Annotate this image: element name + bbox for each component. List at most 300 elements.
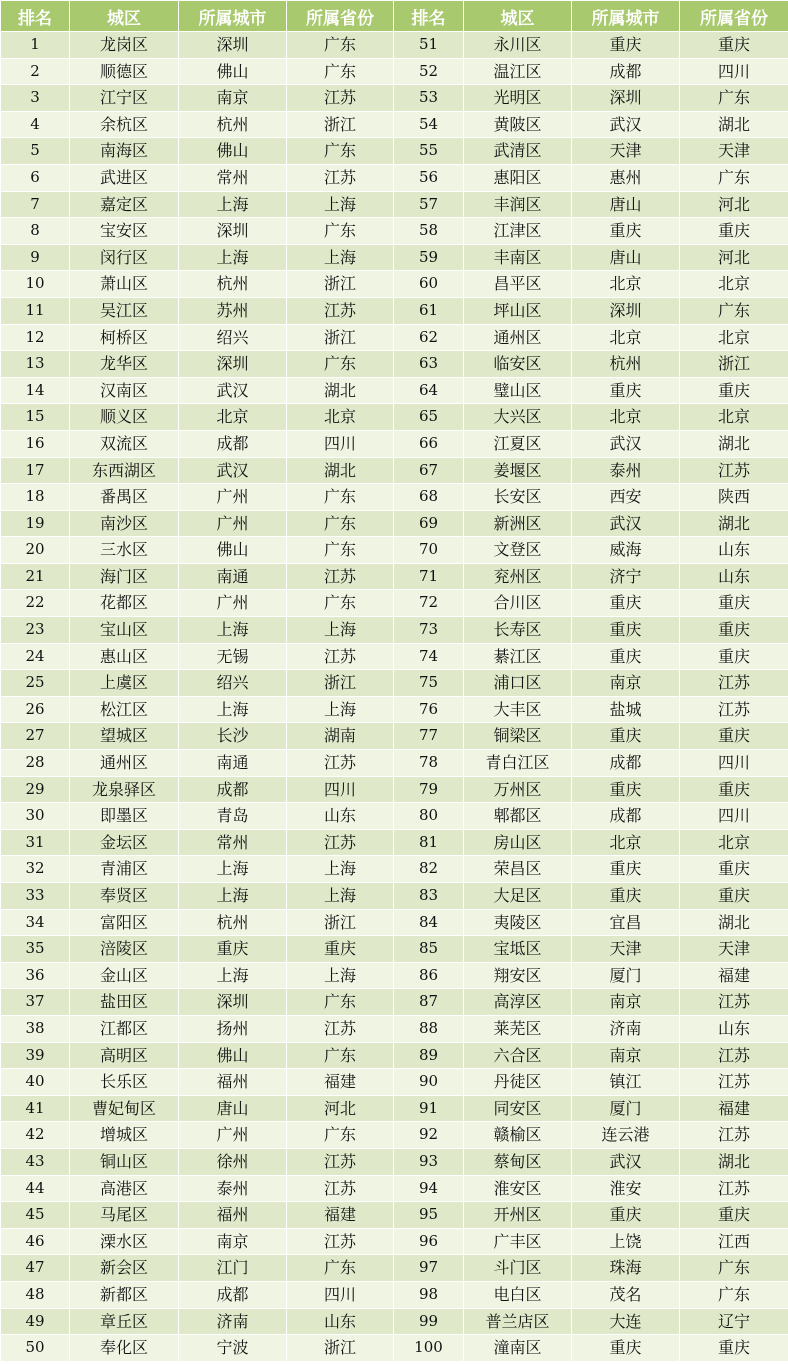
province-cell: 重庆 [680, 856, 788, 883]
district-cell: 普兰店区 [464, 1308, 572, 1335]
rank-cell: 62 [394, 324, 464, 351]
city-cell: 杭州 [572, 351, 680, 378]
city-cell: 北京 [572, 324, 680, 351]
district-cell: 新洲区 [464, 510, 572, 537]
district-cell: 惠阳区 [464, 164, 572, 191]
province-cell: 上海 [287, 962, 394, 989]
city-cell: 常州 [179, 164, 287, 191]
city-cell: 茂名 [572, 1281, 680, 1308]
city-cell: 上海 [179, 696, 287, 723]
city-cell: 重庆 [179, 936, 287, 963]
rank-cell: 39 [1, 1042, 70, 1069]
rank-cell: 88 [394, 1015, 464, 1042]
table-body [1, 32, 788, 1362]
province-cell: 四川 [287, 1281, 394, 1308]
city-cell: 上海 [179, 883, 287, 910]
district-cell: 武进区 [70, 164, 179, 191]
province-cell: 江苏 [680, 696, 788, 723]
table-row [1, 58, 788, 85]
rank-cell: 83 [394, 883, 464, 910]
district-cell: 永川区 [464, 32, 572, 59]
rank-cell: 4 [1, 111, 70, 138]
district-cell: 电白区 [464, 1281, 572, 1308]
city-cell: 苏州 [179, 297, 287, 324]
district-cell: 开州区 [464, 1202, 572, 1229]
province-cell: 广东 [680, 1281, 788, 1308]
district-cell: 龙华区 [70, 351, 179, 378]
district-cell: 高明区 [70, 1042, 179, 1069]
city-cell: 深圳 [572, 297, 680, 324]
city-cell: 南京 [179, 85, 287, 112]
province-cell: 浙江 [680, 351, 788, 378]
district-cell: 番禺区 [70, 484, 179, 511]
province-cell: 江苏 [287, 1148, 394, 1175]
province-cell: 湖北 [680, 430, 788, 457]
city-cell: 徐州 [179, 1148, 287, 1175]
city-cell: 重庆 [572, 856, 680, 883]
district-cell: 夷陵区 [464, 909, 572, 936]
rank-cell: 37 [1, 989, 70, 1016]
rank-cell: 7 [1, 191, 70, 218]
city-cell: 厦门 [572, 962, 680, 989]
city-cell: 佛山 [179, 1042, 287, 1069]
table-row [1, 430, 788, 457]
district-cell: 丰润区 [464, 191, 572, 218]
province-cell: 河北 [680, 191, 788, 218]
city-cell: 唐山 [179, 1095, 287, 1122]
district-cell: 马尾区 [70, 1202, 179, 1229]
table-row [1, 457, 788, 484]
table-row [1, 962, 788, 989]
province-cell: 湖北 [680, 909, 788, 936]
province-cell: 浙江 [287, 1335, 394, 1362]
header-district-2: 城区 [464, 1, 572, 32]
rank-cell: 53 [394, 85, 464, 112]
header-city: 所属城市 [179, 1, 287, 32]
province-cell: 广东 [287, 32, 394, 59]
district-cell: 合川区 [464, 590, 572, 617]
rank-cell: 3 [1, 85, 70, 112]
table-row [1, 85, 788, 112]
header-rank-2: 排名 [394, 1, 464, 32]
table-row [1, 404, 788, 431]
district-cell: 曹妃甸区 [70, 1095, 179, 1122]
city-cell: 重庆 [572, 377, 680, 404]
city-cell: 上海 [179, 244, 287, 271]
district-cell: 蔡甸区 [464, 1148, 572, 1175]
district-cell: 双流区 [70, 430, 179, 457]
city-cell: 成都 [572, 58, 680, 85]
district-cell: 上虞区 [70, 670, 179, 697]
rank-cell: 96 [394, 1228, 464, 1255]
table-row [1, 1042, 788, 1069]
district-cell: 奉化区 [70, 1335, 179, 1362]
rank-cell: 45 [1, 1202, 70, 1229]
rank-cell: 25 [1, 670, 70, 697]
city-cell: 深圳 [179, 989, 287, 1016]
district-cell: 东西湖区 [70, 457, 179, 484]
rank-cell: 20 [1, 537, 70, 564]
rank-cell: 98 [394, 1281, 464, 1308]
city-cell: 成都 [572, 803, 680, 830]
city-cell: 重庆 [572, 723, 680, 750]
province-cell: 福建 [287, 1069, 394, 1096]
city-cell: 广州 [179, 510, 287, 537]
province-cell: 湖南 [287, 723, 394, 750]
province-cell: 江苏 [680, 1122, 788, 1149]
district-cell: 同安区 [464, 1095, 572, 1122]
rank-cell: 31 [1, 829, 70, 856]
city-cell: 扬州 [179, 1015, 287, 1042]
rank-cell: 51 [394, 32, 464, 59]
city-cell: 佛山 [179, 138, 287, 165]
city-cell: 天津 [572, 936, 680, 963]
district-cell: 温江区 [464, 58, 572, 85]
district-cell: 铜山区 [70, 1148, 179, 1175]
city-cell: 连云港 [572, 1122, 680, 1149]
district-cell: 江津区 [464, 218, 572, 245]
city-cell: 北京 [572, 829, 680, 856]
district-cell: 汉南区 [70, 377, 179, 404]
province-cell: 江苏 [287, 829, 394, 856]
city-cell: 杭州 [179, 909, 287, 936]
rank-cell: 26 [1, 696, 70, 723]
district-cell: 万州区 [464, 776, 572, 803]
city-cell: 重庆 [572, 1335, 680, 1362]
rank-cell: 48 [1, 1281, 70, 1308]
table-row [1, 164, 788, 191]
district-cell: 翔安区 [464, 962, 572, 989]
city-cell: 常州 [179, 829, 287, 856]
rank-cell: 65 [394, 404, 464, 431]
rank-cell: 15 [1, 404, 70, 431]
city-cell: 佛山 [179, 58, 287, 85]
province-cell: 上海 [287, 617, 394, 644]
district-cell: 南沙区 [70, 510, 179, 537]
province-cell: 上海 [287, 191, 394, 218]
rank-cell: 77 [394, 723, 464, 750]
province-cell: 江苏 [680, 1042, 788, 1069]
city-cell: 重庆 [572, 883, 680, 910]
district-cell: 宝山区 [70, 617, 179, 644]
table-row [1, 723, 788, 750]
rank-cell: 9 [1, 244, 70, 271]
table-row [1, 750, 788, 777]
province-cell: 重庆 [680, 643, 788, 670]
city-cell: 盐城 [572, 696, 680, 723]
province-cell: 江苏 [680, 1069, 788, 1096]
city-cell: 重庆 [572, 1202, 680, 1229]
province-cell: 天津 [680, 936, 788, 963]
province-cell: 上海 [287, 856, 394, 883]
province-cell: 山东 [680, 1015, 788, 1042]
city-cell: 北京 [179, 404, 287, 431]
city-cell: 南京 [572, 1042, 680, 1069]
table-row [1, 484, 788, 511]
city-cell: 宜昌 [572, 909, 680, 936]
rank-cell: 30 [1, 803, 70, 830]
province-cell: 天津 [680, 138, 788, 165]
city-cell: 成都 [179, 1281, 287, 1308]
province-cell: 四川 [287, 430, 394, 457]
district-cell: 荣昌区 [464, 856, 572, 883]
table-row [1, 138, 788, 165]
rank-cell: 85 [394, 936, 464, 963]
province-cell: 重庆 [680, 32, 788, 59]
rank-cell: 82 [394, 856, 464, 883]
district-cell: 高淳区 [464, 989, 572, 1016]
province-cell: 广东 [287, 138, 394, 165]
city-cell: 西安 [572, 484, 680, 511]
rank-cell: 86 [394, 962, 464, 989]
city-cell: 北京 [572, 271, 680, 298]
province-cell: 广东 [287, 510, 394, 537]
city-cell: 广州 [179, 484, 287, 511]
rank-cell: 8 [1, 218, 70, 245]
table-row [1, 617, 788, 644]
city-cell: 南通 [179, 750, 287, 777]
city-cell: 宁波 [179, 1335, 287, 1362]
city-cell: 杭州 [179, 271, 287, 298]
district-cell: 璧山区 [464, 377, 572, 404]
district-cell: 大兴区 [464, 404, 572, 431]
rank-cell: 36 [1, 962, 70, 989]
rank-cell: 72 [394, 590, 464, 617]
district-cell: 潼南区 [464, 1335, 572, 1362]
rank-cell: 46 [1, 1228, 70, 1255]
district-cell: 黄陂区 [464, 111, 572, 138]
rank-cell: 6 [1, 164, 70, 191]
district-cell: 丹徒区 [464, 1069, 572, 1096]
district-cell: 望城区 [70, 723, 179, 750]
district-cell: 三水区 [70, 537, 179, 564]
rank-cell: 24 [1, 643, 70, 670]
table-row [1, 510, 788, 537]
district-cell: 赣榆区 [464, 1122, 572, 1149]
city-cell: 深圳 [179, 32, 287, 59]
province-cell: 江苏 [287, 297, 394, 324]
district-cell: 浦口区 [464, 670, 572, 697]
district-cell: 通州区 [70, 750, 179, 777]
city-cell: 济宁 [572, 563, 680, 590]
province-cell: 重庆 [680, 723, 788, 750]
province-cell: 湖北 [287, 457, 394, 484]
table-row [1, 111, 788, 138]
table-row [1, 218, 788, 245]
province-cell: 江苏 [680, 1175, 788, 1202]
province-cell: 山东 [680, 537, 788, 564]
rank-cell: 84 [394, 909, 464, 936]
province-cell: 江西 [680, 1228, 788, 1255]
header-province: 所属省份 [287, 1, 394, 32]
city-cell: 上海 [179, 962, 287, 989]
city-cell: 武汉 [572, 510, 680, 537]
district-cell: 坪山区 [464, 297, 572, 324]
rank-cell: 79 [394, 776, 464, 803]
district-cell: 兖州区 [464, 563, 572, 590]
district-cell: 顺德区 [70, 58, 179, 85]
table-row [1, 696, 788, 723]
province-cell: 福建 [680, 1095, 788, 1122]
province-cell: 广东 [680, 297, 788, 324]
rank-cell: 74 [394, 643, 464, 670]
header-province-2: 所属省份 [680, 1, 788, 32]
province-cell: 四川 [680, 803, 788, 830]
rank-cell: 87 [394, 989, 464, 1016]
rank-cell: 69 [394, 510, 464, 537]
province-cell: 湖北 [680, 1148, 788, 1175]
district-cell: 余杭区 [70, 111, 179, 138]
district-cell: 盐田区 [70, 989, 179, 1016]
province-cell: 浙江 [287, 909, 394, 936]
province-cell: 福建 [680, 962, 788, 989]
rank-cell: 93 [394, 1148, 464, 1175]
city-cell: 重庆 [572, 643, 680, 670]
province-cell: 浙江 [287, 111, 394, 138]
city-cell: 绍兴 [179, 670, 287, 697]
city-cell: 南京 [572, 989, 680, 1016]
rank-cell: 81 [394, 829, 464, 856]
table-row [1, 377, 788, 404]
rank-cell: 23 [1, 617, 70, 644]
rank-cell: 60 [394, 271, 464, 298]
province-cell: 辽宁 [680, 1308, 788, 1335]
province-cell: 广东 [680, 164, 788, 191]
district-cell: 惠山区 [70, 643, 179, 670]
rank-cell: 55 [394, 138, 464, 165]
table-row [1, 1122, 788, 1149]
province-cell: 江苏 [287, 750, 394, 777]
table-row [1, 803, 788, 830]
rank-cell: 32 [1, 856, 70, 883]
rank-cell: 68 [394, 484, 464, 511]
header-district: 城区 [70, 1, 179, 32]
province-cell: 浙江 [287, 324, 394, 351]
province-cell: 浙江 [287, 670, 394, 697]
city-cell: 珠海 [572, 1255, 680, 1282]
table-row [1, 191, 788, 218]
district-cell: 武清区 [464, 138, 572, 165]
district-cell: 六合区 [464, 1042, 572, 1069]
province-cell: 重庆 [287, 936, 394, 963]
rank-cell: 73 [394, 617, 464, 644]
city-cell: 深圳 [179, 218, 287, 245]
rank-cell: 29 [1, 776, 70, 803]
district-cell: 斗门区 [464, 1255, 572, 1282]
district-cell: 海门区 [70, 563, 179, 590]
rank-cell: 94 [394, 1175, 464, 1202]
district-cell: 萧山区 [70, 271, 179, 298]
province-cell: 广东 [287, 590, 394, 617]
city-cell: 成都 [179, 430, 287, 457]
province-cell: 北京 [680, 404, 788, 431]
city-cell: 绍兴 [179, 324, 287, 351]
city-cell: 上海 [179, 856, 287, 883]
table-row [1, 1308, 788, 1335]
province-cell: 四川 [287, 776, 394, 803]
province-cell: 江苏 [680, 457, 788, 484]
province-cell: 北京 [287, 404, 394, 431]
rank-cell: 1 [1, 32, 70, 59]
city-cell: 福州 [179, 1069, 287, 1096]
district-cell: 即墨区 [70, 803, 179, 830]
table-row [1, 1202, 788, 1229]
city-cell: 青岛 [179, 803, 287, 830]
rank-cell: 47 [1, 1255, 70, 1282]
rank-cell: 54 [394, 111, 464, 138]
city-cell: 天津 [572, 138, 680, 165]
city-cell: 大连 [572, 1308, 680, 1335]
province-cell: 上海 [287, 883, 394, 910]
table-row [1, 563, 788, 590]
table-row [1, 1335, 788, 1362]
district-cell: 奉贤区 [70, 883, 179, 910]
rank-cell: 59 [394, 244, 464, 271]
province-cell: 广东 [287, 1255, 394, 1282]
city-cell: 泰州 [179, 1175, 287, 1202]
table-row [1, 244, 788, 271]
district-cell: 涪陵区 [70, 936, 179, 963]
province-cell: 广东 [287, 351, 394, 378]
table-row [1, 1095, 788, 1122]
province-cell: 上海 [287, 244, 394, 271]
city-cell: 武汉 [179, 377, 287, 404]
district-cell: 青浦区 [70, 856, 179, 883]
rank-cell: 33 [1, 883, 70, 910]
district-cell: 闵行区 [70, 244, 179, 271]
province-cell: 江苏 [680, 670, 788, 697]
district-cell: 姜堰区 [464, 457, 572, 484]
province-cell: 浙江 [287, 271, 394, 298]
province-cell: 重庆 [680, 377, 788, 404]
rank-cell: 50 [1, 1335, 70, 1362]
district-cell: 丰南区 [464, 244, 572, 271]
city-cell: 南通 [179, 563, 287, 590]
district-cell: 淮安区 [464, 1175, 572, 1202]
city-cell: 威海 [572, 537, 680, 564]
district-cell: 青白江区 [464, 750, 572, 777]
district-cell: 宝安区 [70, 218, 179, 245]
table-row [1, 1148, 788, 1175]
table-row [1, 297, 788, 324]
header-row [1, 1, 788, 32]
city-cell: 南京 [572, 670, 680, 697]
city-cell: 泰州 [572, 457, 680, 484]
rank-cell: 28 [1, 750, 70, 777]
rank-cell: 38 [1, 1015, 70, 1042]
city-cell: 济南 [572, 1015, 680, 1042]
rank-cell: 22 [1, 590, 70, 617]
district-cell: 新都区 [70, 1281, 179, 1308]
district-cell: 新会区 [70, 1255, 179, 1282]
district-cell: 光明区 [464, 85, 572, 112]
city-cell: 上海 [179, 617, 287, 644]
province-cell: 四川 [680, 58, 788, 85]
rank-cell: 27 [1, 723, 70, 750]
table-header [1, 1, 788, 32]
province-cell: 广东 [287, 484, 394, 511]
province-cell: 重庆 [680, 218, 788, 245]
city-cell: 重庆 [572, 776, 680, 803]
district-cell: 郫都区 [464, 803, 572, 830]
table-row [1, 32, 788, 59]
province-cell: 山东 [287, 803, 394, 830]
rank-cell: 63 [394, 351, 464, 378]
province-cell: 江苏 [287, 1228, 394, 1255]
district-cell: 广丰区 [464, 1228, 572, 1255]
city-cell: 长沙 [179, 723, 287, 750]
province-cell: 北京 [680, 324, 788, 351]
